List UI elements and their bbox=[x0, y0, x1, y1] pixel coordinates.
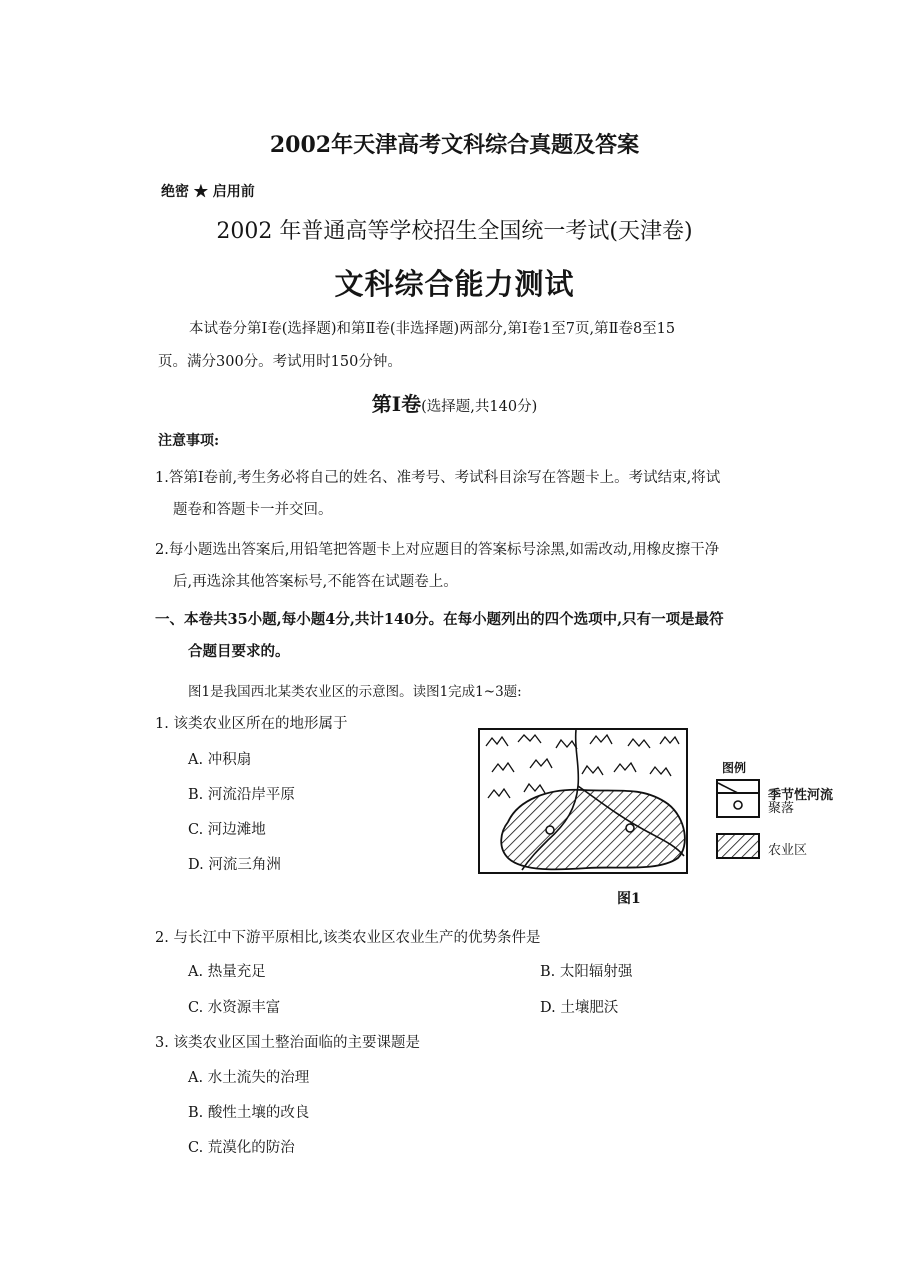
notes-heading: 注意事项: bbox=[158, 433, 220, 449]
q3-option-b: B. 酸性土壤的改良 bbox=[188, 1105, 310, 1121]
farmland-area bbox=[501, 790, 685, 870]
section-line-1: 一、本卷共35小题,每小题4分,共计140分。在每小题列出的四个选项中,只有一项是最符 bbox=[155, 611, 724, 628]
q1-option-a: A. 冲积扇 bbox=[188, 752, 252, 768]
note-1-line-2: 题卷和答题卡一并交回。 bbox=[173, 502, 333, 518]
figure-intro: 图1是我国西北某类农业区的示意图。读图1完成1~3题: bbox=[188, 684, 522, 700]
legend-farmland-label: 农业区 bbox=[768, 843, 808, 858]
note-2-line-2: 后,再选涂其他答案标号,不能答在试题卷上。 bbox=[173, 574, 458, 590]
figure-caption: 图1 bbox=[617, 891, 641, 907]
q2-option-b: B. 太阳辐射强 bbox=[540, 964, 633, 980]
volume-heading bbox=[0, 388, 909, 417]
q3-option-a: A. 水土流失的治理 bbox=[188, 1070, 310, 1086]
subject-heading: 文科综合能力测试 bbox=[334, 267, 575, 301]
legend-settlement-label: 聚落 bbox=[768, 801, 795, 816]
figure-1-map bbox=[478, 728, 688, 874]
q1-option-c: C. 河边滩地 bbox=[188, 822, 266, 838]
q2-option-c: C. 水资源丰富 bbox=[188, 1000, 281, 1016]
q1-stem: 1. 该类农业区所在的地形属于 bbox=[155, 716, 348, 732]
intro-line-2: 页。满分300分。考试用时150分钟。 bbox=[158, 354, 402, 370]
q2-option-d: D. 土壤肥沃 bbox=[540, 1000, 619, 1016]
note-1-line-1: 1.答第Ⅰ卷前,考生务必将自己的姓名、准考号、考试科目涂写在答题卡上。考试结束,将试 bbox=[155, 470, 721, 486]
legend-title: 图例 bbox=[722, 761, 747, 775]
secret-label: 绝密 ★ 启用前 bbox=[161, 184, 255, 200]
q2-stem: 2. 与长江中下游平原相比,该类农业区农业生产的优势条件是 bbox=[155, 930, 541, 946]
volume-name: 第Ⅰ卷 bbox=[371, 392, 422, 416]
settlement-icon bbox=[546, 826, 554, 834]
q3-stem: 3. 该类农业区国土整治面临的主要课题是 bbox=[155, 1035, 420, 1051]
q3-option-c: C. 荒漠化的防治 bbox=[188, 1140, 295, 1156]
intro-line-1: 本试卷分第Ⅰ卷(选择题)和第Ⅱ卷(非选择题)两部分,第Ⅰ卷1至7页,第Ⅱ卷8至15 bbox=[189, 321, 676, 337]
exam-name: 2002 年普通高等学校招生全国统一考试(天津卷) bbox=[216, 219, 693, 244]
q1-option-d: D. 河流三角洲 bbox=[188, 857, 281, 873]
volume-note: (选择题,共140分) bbox=[421, 399, 538, 415]
settlement-legend-icon bbox=[716, 792, 760, 818]
q1-option-b: B. 河流沿岸平原 bbox=[188, 787, 295, 803]
q2-option-a: A. 热量充足 bbox=[188, 964, 266, 980]
section-line-2: 合题目要求的。 bbox=[188, 643, 290, 660]
document-title: 2002年天津高考文科综合真题及答案 bbox=[269, 132, 640, 158]
legend-river-label: 季节性河流 bbox=[768, 788, 834, 803]
note-2-line-1: 2.每小题选出答案后,用铅笔把答题卡上对应题目的答案标号涂黑,如需改动,用橡皮擦干净 bbox=[155, 542, 720, 558]
settlement-icon bbox=[626, 824, 634, 832]
farmland-legend-icon bbox=[716, 833, 760, 859]
